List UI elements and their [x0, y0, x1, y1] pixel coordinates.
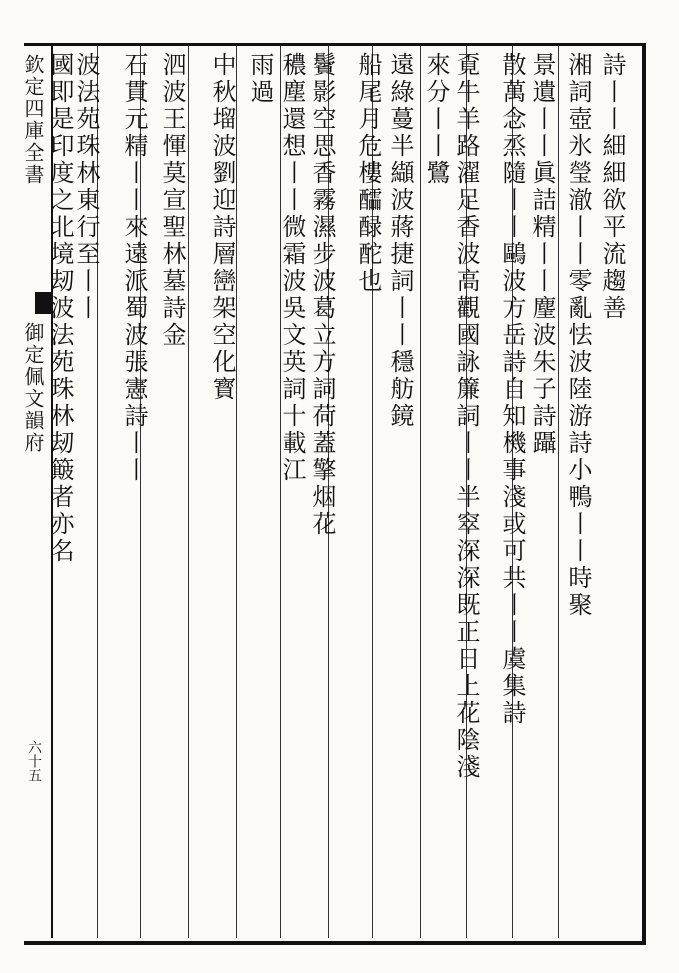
column-continuation: 深深既正日上花陰淺	[452, 538, 480, 781]
column-continuation: 步波葛立方詞荷蓋擎烟花	[308, 241, 336, 538]
text-column-6: 來分丨丨鷺	[422, 52, 450, 187]
margin-book-title: 御定佩文韻府	[21, 322, 45, 454]
text-column-9: 鬢影空思香霧濕步波葛立方詞荷蓋擎烟花	[308, 52, 336, 538]
text-column-13: 泗波王惲莫宣聖林墓詩金	[158, 52, 186, 349]
text-column-8: 船尾月危樓醽醁酡也	[354, 52, 382, 295]
margin-header: 欽定四庫全書	[21, 54, 45, 186]
text-column-15: 波法苑珠林東行至丨丨	[72, 52, 100, 322]
column-continuation: 丨丨麈波朱子詩躡	[528, 241, 556, 457]
text-column-2: 湘詞壺氷瑩澈丨丨零亂怯波陸游詩小鴨丨丨時聚	[564, 52, 592, 619]
text-column-4: 散萬念烝隨丨丨鷗波方岳詩自知機事淺或可共丨丨虞集詩	[498, 52, 526, 727]
text-column-1: 詩丨丨細細欲平流趨善	[598, 52, 626, 322]
text-column-11: 雨過	[246, 52, 274, 106]
text-column-3: 景遺丨丨眞詰精丨丨麈波朱子詩躡	[528, 52, 556, 457]
text-column-16: 國即是印度之北境刼波法苑珠林刼簸者亦名	[46, 52, 74, 565]
text-column-7: 遠綠蔓半纈波蔣捷詞丨丨穩舫鏡	[386, 52, 414, 430]
text-column-14: 石貫元精丨丨來遠派蜀波張憲詩丨丨	[120, 52, 148, 484]
text-column-5: 覔牛羊路濯足香波高觀國詠簾詞丨丨半窣深深既正日上花陰淺	[452, 52, 480, 781]
text-column-12: 中秋塯波劉迎詩層巒架空化寳	[208, 52, 236, 403]
text-column-10: 穠塵還想丨丨微霜波吳文英詞十載江	[278, 52, 306, 484]
column-continuation: 月危樓醽醁酡也	[354, 106, 382, 295]
column-continuation: 纈波蔣捷詞丨丨穩舫鏡	[386, 160, 414, 430]
margin-folio: 六十五	[26, 740, 42, 782]
